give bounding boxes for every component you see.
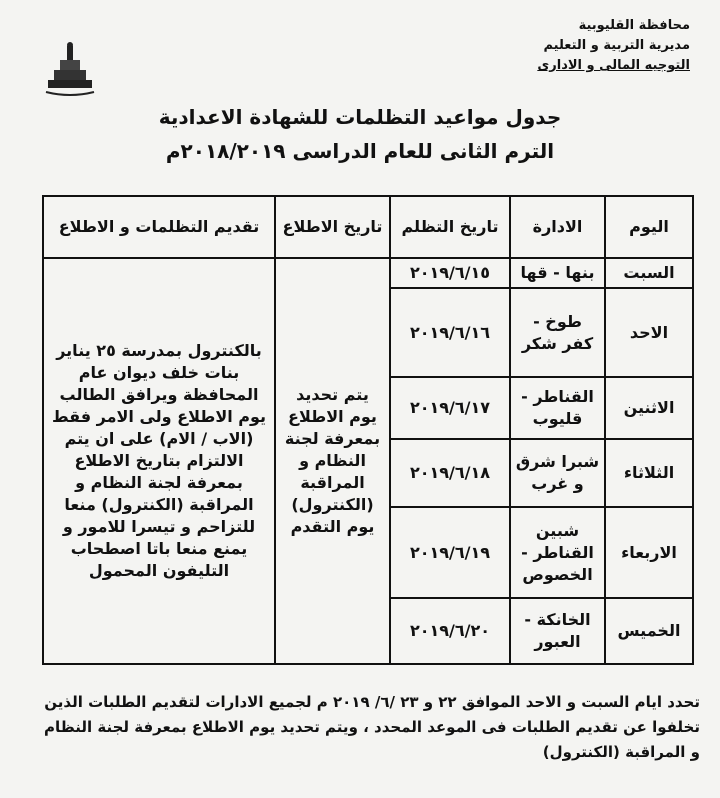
row-date: ٢٠١٩/٦/١٧ <box>390 377 510 439</box>
row-day: الاحد <box>605 288 693 376</box>
row-date: ٢٠١٩/٦/١٥ <box>390 258 510 288</box>
row-date: ٢٠١٩/٦/١٨ <box>390 439 510 507</box>
row-day: الثلاثاء <box>605 439 693 507</box>
governorate-label: محافظة القليوبية <box>578 18 690 33</box>
document-subtitle: الترم الثانى للعام الدراسى ٢٠١٨/٢٠١٩م <box>165 139 555 163</box>
row-admin: شبين القناطر - الخصوص <box>510 507 605 597</box>
table-header-row <box>43 196 693 258</box>
col-admin: الادارة <box>510 196 605 258</box>
col-review-date: تاريخ الاطلاع <box>275 196 390 258</box>
row-day: السبت <box>605 258 693 288</box>
col-day: اليوم <box>605 196 693 258</box>
header-block <box>537 16 690 76</box>
row-admin: الخانكة - العبور <box>510 598 605 664</box>
row-admin: القناطر - قليوب <box>510 377 605 439</box>
row-date: ٢٠١٩/٦/٢٠ <box>390 598 510 664</box>
footer-note: تحدد ايام السبت و الاحد الموافق ٢٢ و ٢٣ /٦/ ٢٠١٩ م لجميع الادارات لتقديم الطلبات الذين تخلفوا عن تقديم الطلبات فى الموعد المحدد ، ويتم تحديد يوم الاطلاع بمعرفة لجنة النظام و المراقبة (الكنترول) <box>44 693 700 761</box>
row-admin: طوخ - كفر شكر <box>510 288 605 376</box>
row-admin: بنها - قها <box>510 258 605 288</box>
title-block <box>120 100 600 168</box>
document-title: جدول مواعيد التظلمات للشهادة الاعدادية <box>158 105 562 129</box>
table-row <box>43 258 693 288</box>
col-grievance-date: تاريخ التظلم <box>390 196 510 258</box>
row-day: الاربعاء <box>605 507 693 597</box>
row-day: الاثنين <box>605 377 693 439</box>
submission-note: بالكنترول بمدرسة ٢٥ يناير بنات خلف ديوان عام المحافظة ويرافق الطالب يوم الاطلاع ولى الامر فقط (الاب / الام) على ان يتم الالتزام بتاريخ الاطلاع بمعرفة لجنة النظام و المراقبة (الكنترول) منعا للتزاحم و تيسرا للامور و يمنع منعا باتا اصطحاب التليفون المحمول <box>43 258 275 664</box>
row-date: ٢٠١٩/٦/١٦ <box>390 288 510 376</box>
col-submission: تقديم التظلمات و الاطلاع <box>43 196 275 258</box>
row-date: ٢٠١٩/٦/١٩ <box>390 507 510 597</box>
department-label: التوجيه المالى و الادارى <box>537 58 690 73</box>
review-note: يتم تحديد يوم الاطلاع بمعرفة لجنة النظام و المراقبة (الكنترول) يوم التقدم <box>275 258 390 664</box>
directorate-label: مديرية التربية و التعليم <box>543 38 690 53</box>
ministry-logo-icon <box>40 40 100 100</box>
schedule-table <box>42 195 694 665</box>
row-admin: شبرا شرق و غرب <box>510 439 605 507</box>
row-day: الخميس <box>605 598 693 664</box>
